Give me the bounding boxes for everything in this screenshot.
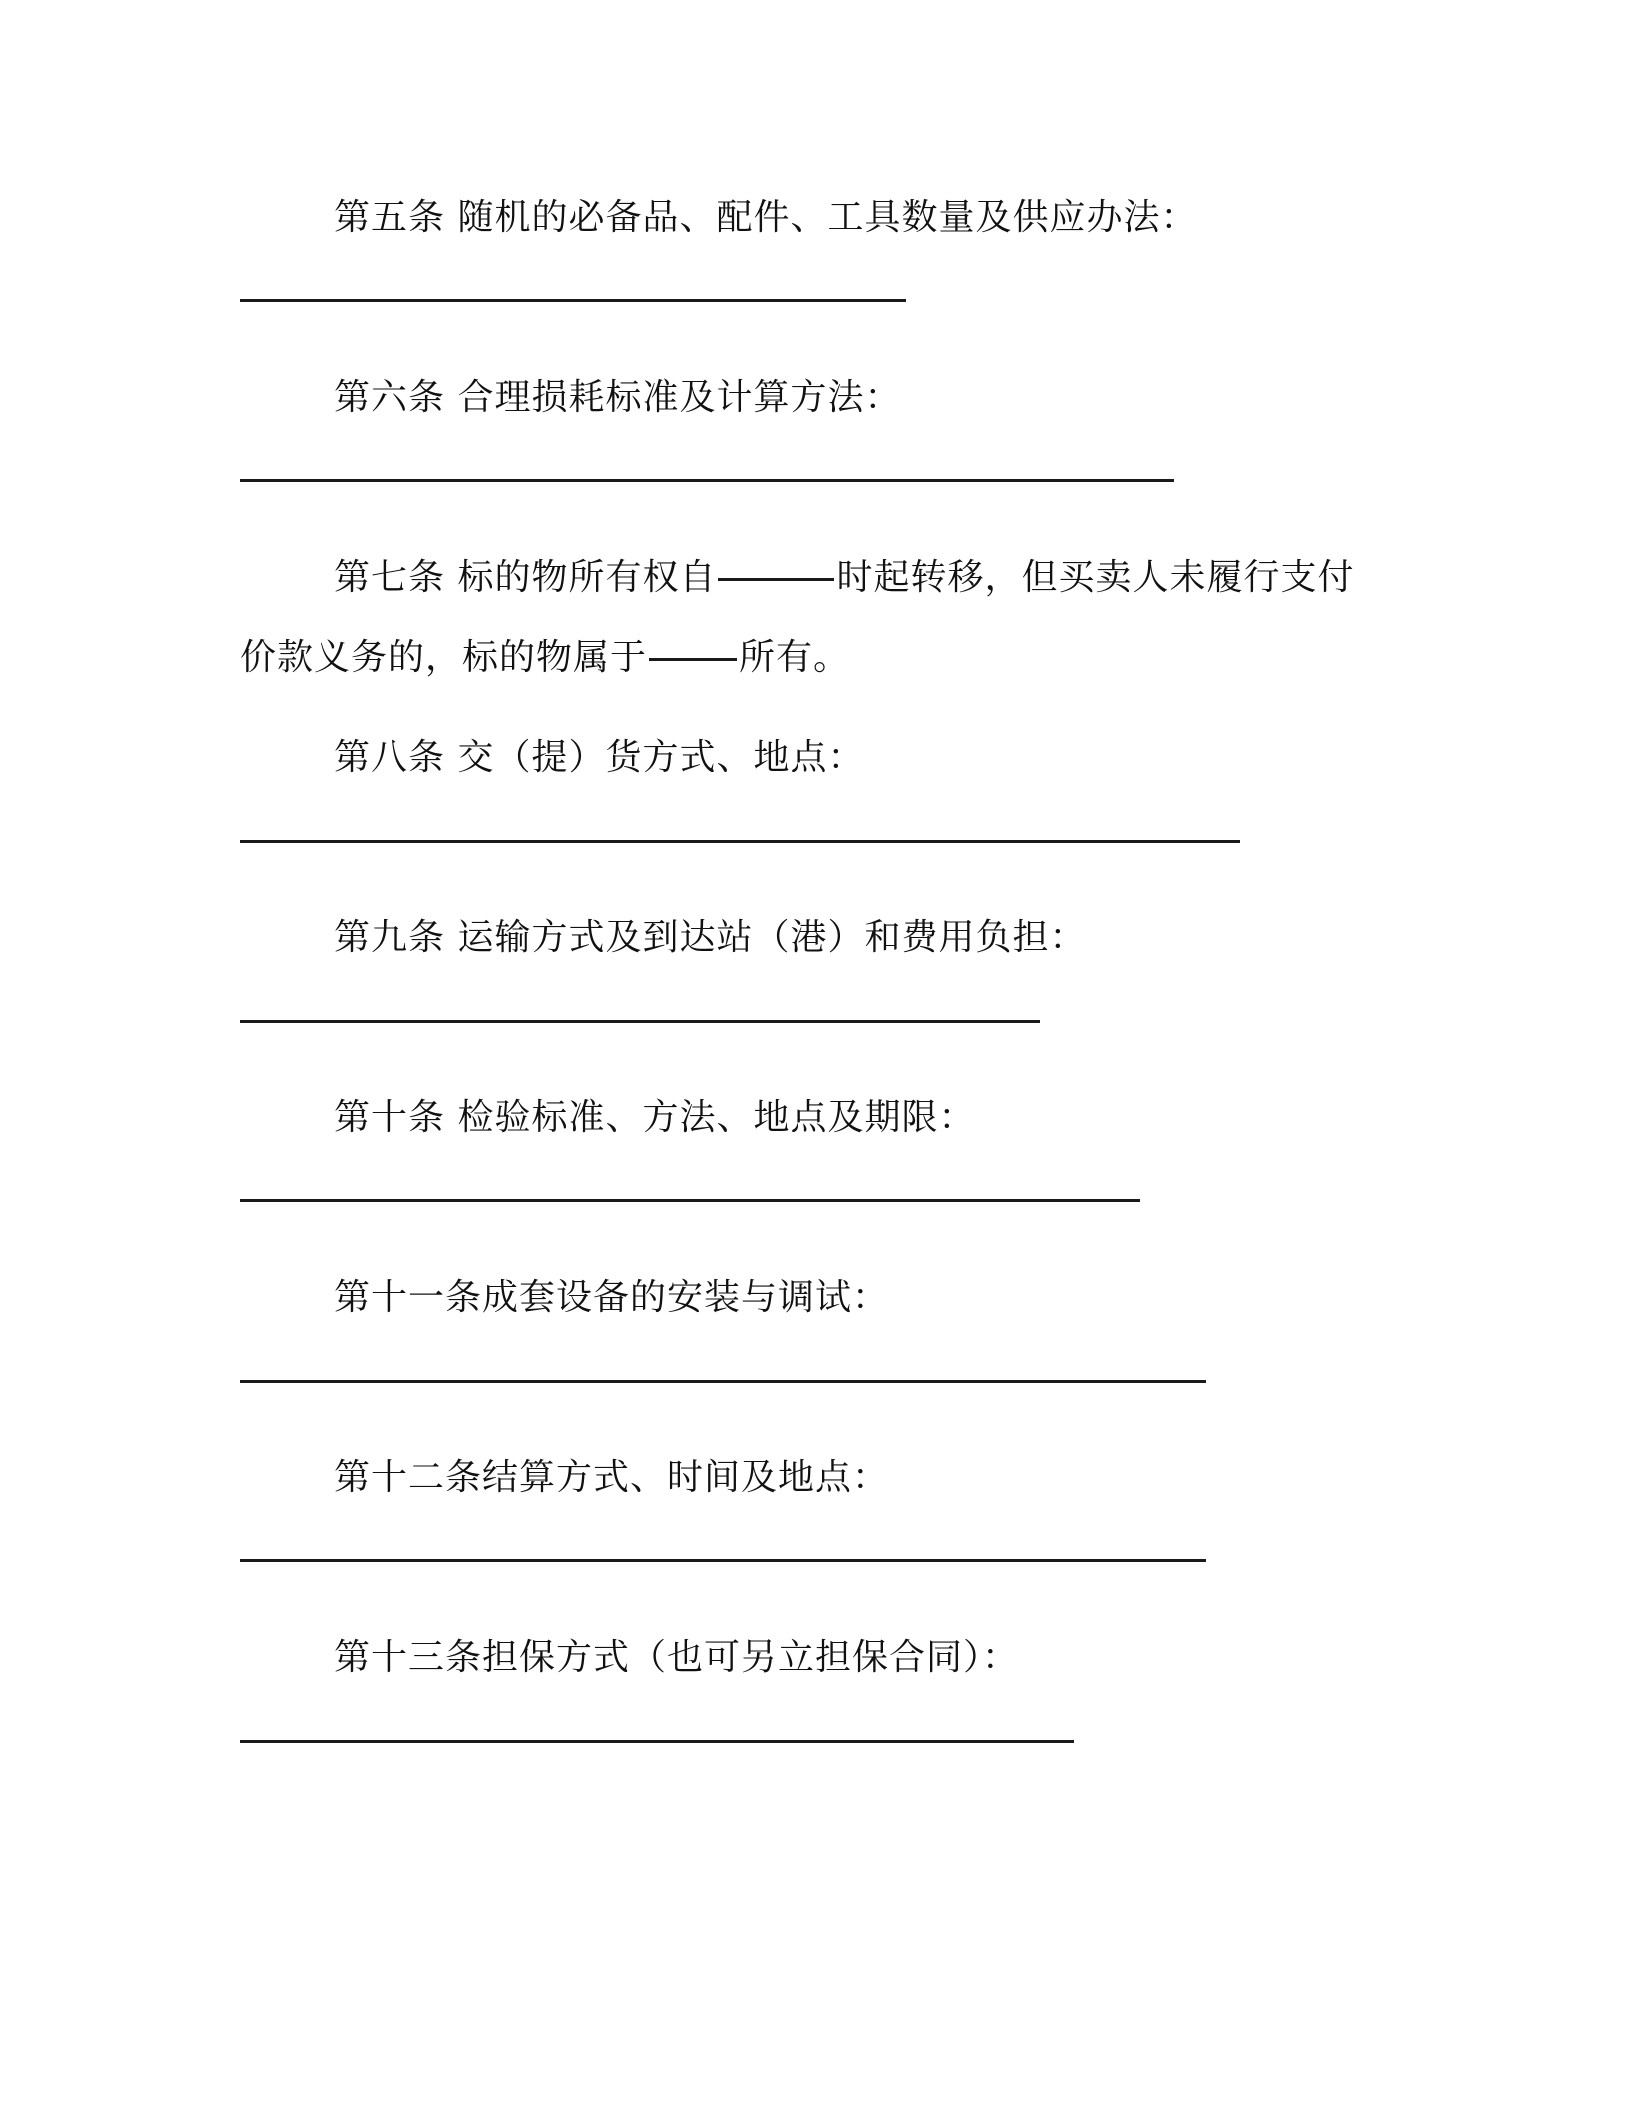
article-13-fill-line bbox=[240, 1740, 1074, 1743]
article-7-line-2 bbox=[240, 636, 850, 680]
article-10-heading: 第十条 检验标准、方法、地点及期限： bbox=[334, 1097, 976, 1138]
article-9-heading: 第九条 运输方式及到达站（港）和费用负担： bbox=[334, 917, 1087, 958]
article-12-fill-line bbox=[240, 1559, 1206, 1562]
article-11-fill-line bbox=[240, 1380, 1206, 1383]
article-7-second-text-before: 价款义务的，标的物属于 bbox=[240, 637, 648, 678]
article-7-line-1 bbox=[334, 556, 1354, 600]
article-10-fill-line bbox=[240, 1199, 1140, 1202]
article-11-heading: 第十一条成套设备的安装与调试： bbox=[334, 1277, 890, 1318]
article-7-second-text-after: 所有。 bbox=[739, 637, 851, 678]
article-7-transfer-time-blank bbox=[718, 578, 834, 581]
article-5-heading: 第五条 随机的必备品、配件、工具数量及供应办法： bbox=[334, 197, 1198, 238]
article-7-owner-blank bbox=[649, 658, 737, 661]
article-5-fill-line bbox=[240, 299, 906, 302]
article-8-heading: 第八条 交（提）货方式、地点： bbox=[334, 737, 865, 778]
article-7-text-after-blank: 时起转移，但买卖人未履行支付 bbox=[836, 557, 1355, 598]
article-12-heading: 第十二条结算方式、时间及地点： bbox=[334, 1457, 890, 1498]
article-6-fill-line bbox=[240, 479, 1174, 482]
article-9-fill-line bbox=[240, 1020, 1040, 1023]
article-6-heading: 第六条 合理损耗标准及计算方法： bbox=[334, 377, 902, 418]
article-13-heading: 第十三条担保方式（也可另立担保合同）： bbox=[334, 1637, 1020, 1678]
article-8-fill-line bbox=[240, 840, 1240, 843]
article-7-text-before-blank: 第七条 标的物所有权自 bbox=[334, 557, 717, 598]
